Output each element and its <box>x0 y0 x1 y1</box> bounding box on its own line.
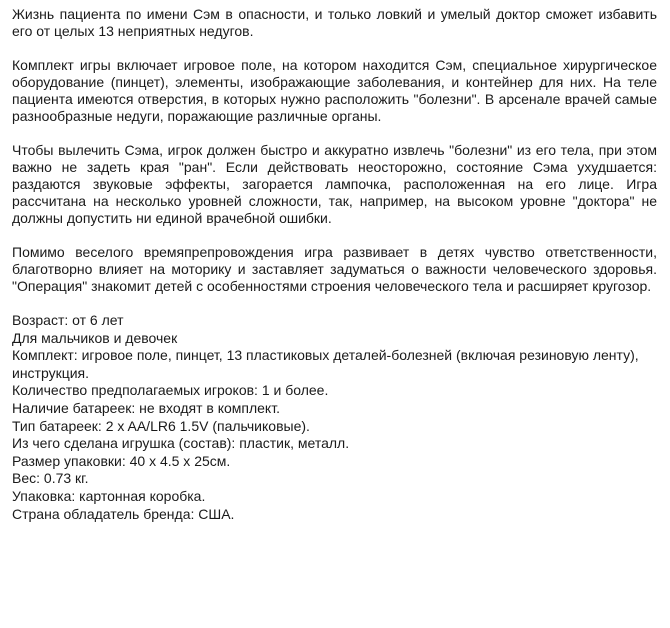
spec-material: Из чего сделана игрушка (состав): пластик, металл. <box>12 435 350 452</box>
product-description <box>12 6 657 523</box>
spec-packaging: Упаковка: картонная коробка. <box>12 487 206 504</box>
specifications-list <box>12 312 657 523</box>
kit-contents-paragraph: Комплект игры включает игровое поле, на котором находится Сэм, специальное хирургическое оборудование (пинцет), элементы, изображающие заболевания, и контейнер для них. На теле пациента имеются отверстия, в которых нужно расположить "болезни". В арсенале врачей самые разнообразные недуги, поражающие различные органы. <box>12 57 657 124</box>
spec-package-size: Размер упаковки: 40 x 4.5 x 25см. <box>12 452 231 469</box>
gameplay-paragraph: Чтобы вылечить Сэма, игрок должен быстро и аккуратно извлечь "болезни" из его тела, при этом важно не задеть края "ран". Если действовать неосторожно, состояние Сэма ухудшается: раздаются звуковые эффекты, загорается лампочка, расположенная на его лице. Игра рассчитана на несколько уровней сложности, так, например, на высоком уровне "доктора" не должны допустить ни единой врачебной ошибки. <box>12 142 657 226</box>
spec-weight: Вес: 0.73 кг. <box>12 470 89 487</box>
spec-batteries-included: Наличие батареек: не входят в комплект. <box>12 399 280 416</box>
spec-age: Возраст: от 6 лет <box>12 312 124 328</box>
benefits-paragraph: Помимо веселого времяпрепровождения игра развивает в детях чувство ответственности, благотворно влияет на моторику и заставляет задуматься о важности человеческого здоровья. "Операция" знакомит детей с особенностями строения человеческого тела и расширяет кругозор. <box>12 244 657 294</box>
spec-kit: Комплект: игровое поле, пинцет, 13 пластиковых деталей-болезней (включая резиновую ленту), инструкция. <box>12 347 639 381</box>
spec-gender: Для мальчиков и девочек <box>12 329 178 346</box>
intro-paragraph: Жизнь пациента по имени Сэм в опасности, и только ловкий и умелый доктор сможет избавить его от целых 13 неприятных недугов. <box>12 6 657 39</box>
spec-players: Количество предполагаемых игроков: 1 и более. <box>12 382 329 399</box>
spec-battery-type: Тип батареек: 2 x AA/LR6 1.5V (пальчиковые). <box>12 417 310 434</box>
spec-brand-country: Страна обладатель бренда: США. <box>12 505 235 522</box>
